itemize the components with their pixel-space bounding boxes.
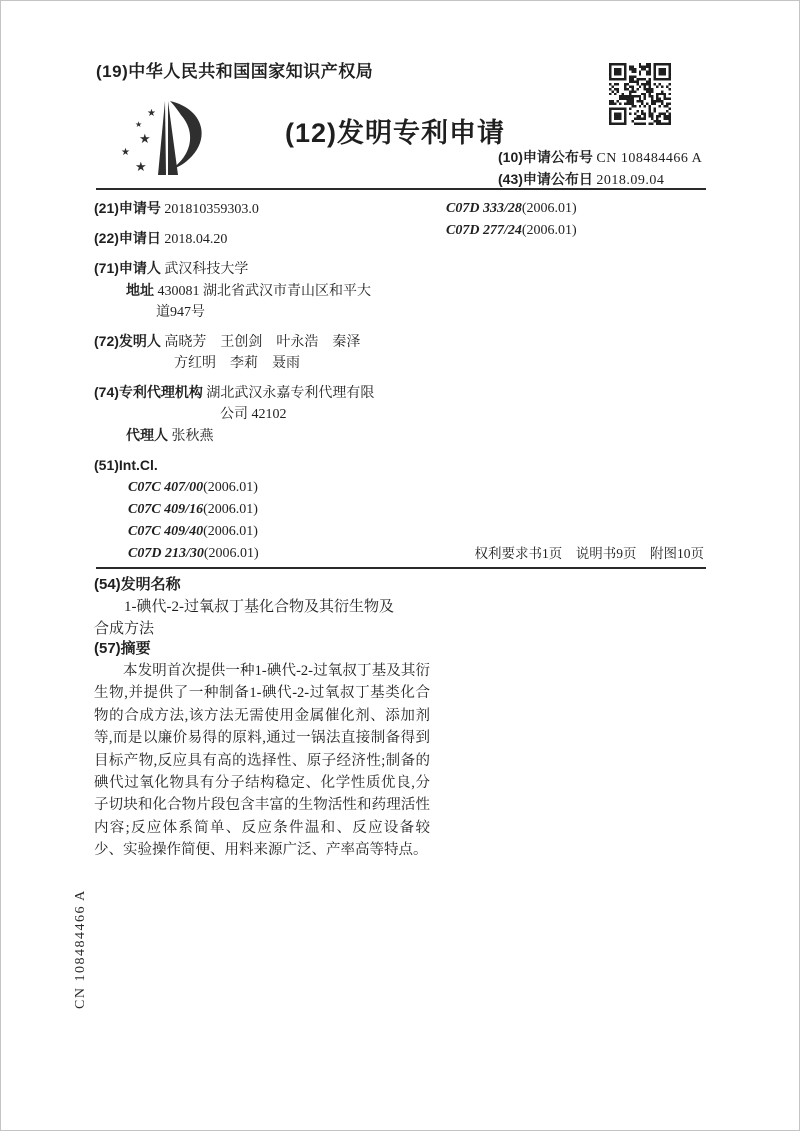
intcl-entry xyxy=(94,499,444,521)
intcl-label: (51)Int.Cl. xyxy=(94,457,158,473)
svg-text:★: ★ xyxy=(135,160,147,175)
applicant-value: 武汉科技大学 xyxy=(164,262,249,277)
agent-value: 张秋燕 xyxy=(171,429,214,444)
agency-label: (74)专利代理机构 xyxy=(94,384,203,400)
intcl-entry xyxy=(94,521,444,543)
bibliographic-left-column xyxy=(94,198,444,565)
publication-number-row xyxy=(498,147,702,169)
invention-title-section xyxy=(94,573,454,640)
intcl-code: C07D 333/28 xyxy=(446,201,522,216)
intcl-entry xyxy=(446,198,706,220)
intcl-version: (2006.01) xyxy=(203,502,258,517)
agent-label: 代理人 xyxy=(126,427,168,443)
patent-office-name: (19)中华人民共和国国家知识产权局 xyxy=(96,62,374,81)
qr-code xyxy=(609,63,671,125)
publication-date-value: 2018.09.04 xyxy=(596,173,665,188)
document-pages-info: 权利要求书1页 说明书9页 附图10页 xyxy=(474,546,704,561)
application-number-label: (21)申请号 xyxy=(94,200,161,216)
intcl-entry xyxy=(446,220,706,242)
intcl-row xyxy=(94,455,444,477)
vertical-publication-number: CN 108484466 A xyxy=(73,889,88,1009)
address-label: 地址 xyxy=(126,282,154,298)
applicant-label: (71)申请人 xyxy=(94,260,161,276)
abstract-label: (57)摘要 xyxy=(94,640,151,657)
publication-number-label: (10)申请公布号 xyxy=(498,149,593,165)
application-number-row xyxy=(94,198,444,220)
inventors-label: (72)发明人 xyxy=(94,333,161,349)
publication-block xyxy=(498,147,702,191)
publication-number-value: CN 108484466 A xyxy=(596,151,703,166)
svg-text:★: ★ xyxy=(139,132,151,147)
intcl-version: (2006.01) xyxy=(203,480,258,495)
intcl-version: (2006.01) xyxy=(203,524,258,539)
intcl-version: (2006.01) xyxy=(521,223,577,238)
intcl-version: (2006.01) xyxy=(521,201,577,216)
application-number-value: 201810359303.0 xyxy=(164,202,259,217)
svg-text:★: ★ xyxy=(147,108,156,119)
application-date-value: 2018.04.20 xyxy=(164,232,228,247)
intcl-version: (2006.01) xyxy=(203,546,259,561)
invention-title-label: (54)发明名称 xyxy=(94,576,181,593)
address-row xyxy=(94,280,444,302)
intcl-code: C07D 213/30 xyxy=(128,546,204,561)
agency-line1: 湖北武汉永嘉专利代理有限 xyxy=(206,386,375,401)
address-line1: 430081 湖北省武汉市青山区和平大 xyxy=(157,284,371,299)
publication-date-label: (43)申请公布日 xyxy=(498,171,593,187)
bibliographic-right-column xyxy=(446,198,706,242)
abstract-text: 本发明首次提供一种1-碘代-2-过氧叔丁基及其衍生物,并提供了一种制备1-碘代-2-过氧叔丁基类化合物的合成方法,该方法无需使用金属催化剂、添加剂等,而是以廉价易得的原料,通过一锅法直接制备得到目标产物,反应具有高的选择性、原子经济性;制备的碘代过氧化物具有分子结构稳定、化学性质优良,分子切块和化合物片段包含丰富的生物活性和药理活性内容;反应体系简单、反应条件温和、反应设备较少、实验操作简便、用料来源广泛、产率高等特点。 xyxy=(94,663,430,859)
inventors-line1: 高晓芳 王创剑 叶永浩 秦泽 xyxy=(164,335,361,350)
application-date-row xyxy=(94,228,444,250)
invention-title-line1: 1-碘代-2-过氧叔丁基化合物及其衍生物及 xyxy=(124,599,394,615)
agency-line2: 公司 42102 xyxy=(220,407,287,422)
svg-text:★: ★ xyxy=(121,147,130,158)
inventors-line2: 方红明 李莉 聂雨 xyxy=(174,356,300,371)
agency-row xyxy=(94,382,444,404)
intcl-code: C07D 277/24 xyxy=(446,223,522,238)
abstract-section xyxy=(94,637,430,862)
horizontal-rule-top xyxy=(96,188,706,190)
cnipa-logo xyxy=(109,95,229,185)
document-type-title: (12)发明专利申请 xyxy=(285,118,506,148)
svg-text:★: ★ xyxy=(135,120,143,129)
intcl-entry xyxy=(94,543,444,565)
intcl-code: C07C 409/40 xyxy=(128,524,204,539)
intcl-code: C07C 409/16 xyxy=(128,502,204,517)
agent-row xyxy=(94,425,444,447)
applicant-row xyxy=(94,258,444,280)
horizontal-rule-middle xyxy=(96,567,706,569)
application-date-label: (22)申请日 xyxy=(94,230,161,246)
inventors-row xyxy=(94,331,444,353)
intcl-entry xyxy=(94,477,444,499)
intcl-code: C07C 407/00 xyxy=(128,480,204,495)
address-line2: 道947号 xyxy=(156,305,205,320)
invention-title-line2: 合成方法 xyxy=(94,621,155,637)
